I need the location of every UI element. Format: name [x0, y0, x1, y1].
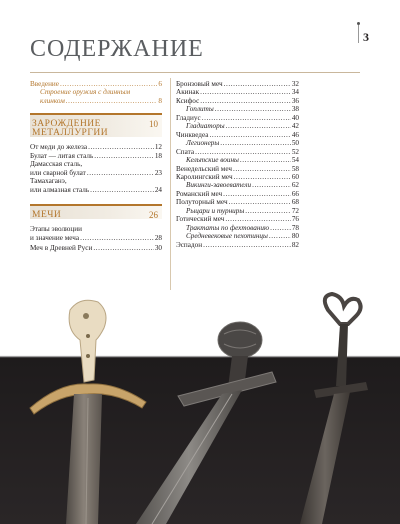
toc-leader [224, 80, 291, 88]
toc-entry-page: 58 [291, 164, 299, 173]
toc-entry-title: Гоплиты [186, 105, 214, 114]
toc-entry[interactable] [30, 177, 162, 194]
section-heading-swords[interactable] [30, 204, 162, 219]
section-title: МЕЧИ [32, 210, 62, 221]
toc-entry-title: Венедельский меч [176, 164, 232, 173]
toc-leader [252, 181, 291, 189]
toc-leader [200, 97, 291, 105]
toc-entry-title: Полуторный меч [176, 198, 228, 207]
page-marker-rule [358, 25, 359, 43]
toc-entry-page: 62 [291, 181, 299, 190]
toc-entry-page: 76 [291, 215, 299, 224]
section-heading-metallurgy[interactable] [30, 113, 162, 137]
toc-entry-title: Трактаты по фехтованию [186, 223, 270, 232]
toc-entry-title: Гладиаторы [186, 122, 225, 131]
toc-entry-title: Гладиус [176, 113, 201, 122]
toc-entry-title: Эспадон [176, 240, 203, 249]
toc-leader [80, 234, 154, 242]
toc-entry-page: 42 [291, 122, 299, 131]
toc-leader [66, 97, 158, 105]
toc-entry-title: Ксифос [176, 96, 200, 105]
toc-leader [234, 173, 291, 181]
toc-leader [270, 224, 291, 232]
toc-leader [215, 105, 291, 113]
toc-subentry[interactable] [176, 139, 299, 147]
toc-leader [94, 152, 154, 160]
toc-subentry[interactable] [176, 122, 299, 130]
toc-entry-title-line2: или сварной булат [30, 168, 86, 177]
toc-entry-title: Викинги-завоеватели [186, 181, 252, 190]
toc-entry-page: 30 [154, 243, 162, 252]
toc-entry-structure[interactable] [30, 88, 162, 105]
swords-photo [0, 290, 400, 524]
toc-entry[interactable] [176, 80, 299, 88]
page-number: 3 [363, 30, 369, 44]
toc-entry[interactable] [176, 198, 299, 206]
toc-entry-page: 40 [291, 113, 299, 122]
toc-entry-title: Спата [176, 147, 195, 156]
toc-entry-page: 38 [291, 105, 299, 114]
toc-entry[interactable] [30, 152, 162, 160]
toc-entry-page: 60 [291, 172, 299, 181]
page-title: СОДЕРЖАНИЕ [30, 36, 204, 62]
toc-left-column [30, 80, 162, 252]
toc-leader [229, 198, 291, 206]
toc-entry[interactable] [176, 190, 299, 198]
toc-subentry[interactable] [176, 105, 299, 113]
section-entries-swords [30, 225, 162, 252]
toc-entry-title: Средневековые пехотинцы [186, 232, 268, 241]
toc-subentry[interactable] [176, 232, 299, 240]
section-title-line1: ЗАРОЖДЕНИЕ [32, 119, 101, 130]
toc-leader [223, 190, 291, 198]
toc-entry-page: 52 [291, 147, 299, 156]
section-title-line2: МЕТАЛЛУРГИИ [32, 128, 109, 139]
toc-entry[interactable] [176, 148, 299, 156]
toc-entry-page: 34 [291, 88, 299, 97]
toc-leader [225, 215, 290, 223]
toc-entry-title: Кельтские воины [186, 156, 239, 165]
toc-entry-page: 36 [291, 96, 299, 105]
toc-right-column [176, 80, 299, 249]
toc-leader [93, 244, 154, 252]
toc-leader [202, 114, 291, 122]
toc-entry-title-line2: и значение меча [30, 233, 80, 242]
toc-leader [226, 122, 291, 130]
toc-entry-page: 80 [291, 232, 299, 241]
toc-entry-page: 18 [154, 151, 162, 160]
toc-entry-title-line2: клинком [40, 96, 65, 105]
toc-subentry[interactable] [176, 156, 299, 164]
toc-entry-title-line1: Дамасская сталь, [30, 160, 83, 169]
toc-entry-title: Романский меч [176, 189, 223, 198]
toc-entry-title: Каролингский меч [176, 172, 233, 181]
toc-entry-title-line1: Тамахаганэ, [30, 177, 67, 186]
toc-entry-page: 24 [154, 185, 162, 194]
toc-entry[interactable] [30, 244, 162, 252]
toc-entry-title: Рыцари и турниры [186, 206, 245, 215]
toc-entry-title: Готический меч [176, 215, 225, 224]
toc-entry[interactable] [30, 160, 162, 177]
toc-entry-title-line1: Строение оружия с длинным [40, 88, 131, 97]
swords-illustration [0, 290, 400, 524]
toc-entry-page: 8 [158, 96, 162, 105]
toc-entry[interactable] [176, 215, 299, 223]
toc-subentry[interactable] [176, 181, 299, 189]
toc-entry-page: 32 [291, 80, 299, 88]
toc-entry-title: Акинак [176, 88, 200, 97]
toc-entry-page: 50 [291, 139, 299, 148]
toc-entry-title: Меч в Древней Руси [30, 243, 93, 252]
toc-entry-page: 82 [291, 240, 299, 249]
toc-entry-page: 72 [291, 206, 299, 215]
toc-entry[interactable] [176, 173, 299, 181]
toc-leader [200, 88, 291, 96]
section-page: 26 [149, 210, 158, 221]
toc-entry-page: 68 [291, 198, 299, 207]
toc-entry-title: Введение [30, 80, 59, 88]
toc-leader [203, 241, 291, 249]
toc-entry[interactable] [30, 143, 162, 151]
toc-entry[interactable] [176, 241, 299, 249]
toc-entry-title: Булат — литая сталь [30, 151, 94, 160]
toc-entry[interactable] [176, 114, 299, 122]
toc-entry[interactable] [176, 97, 299, 105]
toc-entry-page: 28 [154, 233, 162, 242]
toc-leader [195, 148, 291, 156]
toc-leader [245, 207, 291, 215]
toc-entry-page: 12 [154, 143, 162, 152]
section-page: 10 [149, 119, 158, 130]
toc-leader [88, 143, 154, 151]
toc-entry-page: 6 [158, 80, 162, 88]
toc-entry-intro[interactable] [30, 80, 162, 88]
toc-leader [240, 156, 291, 164]
toc-subentry[interactable] [176, 224, 299, 232]
toc-entry-page: 46 [291, 130, 299, 139]
toc-leader [60, 80, 157, 88]
toc-entry-title-line1: Этапы эволюции [30, 225, 82, 234]
toc-entry-page: 54 [291, 156, 299, 165]
toc-entry-page: 23 [154, 168, 162, 177]
toc-entry-page: 78 [291, 223, 299, 232]
toc-subentry[interactable] [176, 207, 299, 215]
toc-entry[interactable] [176, 131, 299, 139]
toc-leader [220, 139, 291, 147]
toc-entry-title: От меди до железа [30, 143, 88, 152]
column-divider [170, 78, 171, 290]
section-entries-metallurgy [30, 143, 162, 194]
toc-leader [269, 232, 291, 240]
toc-entry[interactable] [176, 165, 299, 173]
toc-entry-title: Чинкведеа [176, 130, 209, 139]
toc-entry[interactable] [30, 225, 162, 242]
toc-entry-title: Бронзовый меч [176, 80, 223, 88]
toc-leader [87, 169, 154, 177]
toc-entry[interactable] [176, 88, 299, 96]
toc-leader [90, 186, 154, 194]
toc-entry-title-line2: или алмазная сталь [30, 185, 90, 194]
toc-entry-title: Легионеры [186, 139, 220, 148]
toc-leader [209, 131, 290, 139]
toc-leader [233, 165, 291, 173]
toc-entry-page: 66 [291, 189, 299, 198]
title-divider [30, 72, 360, 73]
